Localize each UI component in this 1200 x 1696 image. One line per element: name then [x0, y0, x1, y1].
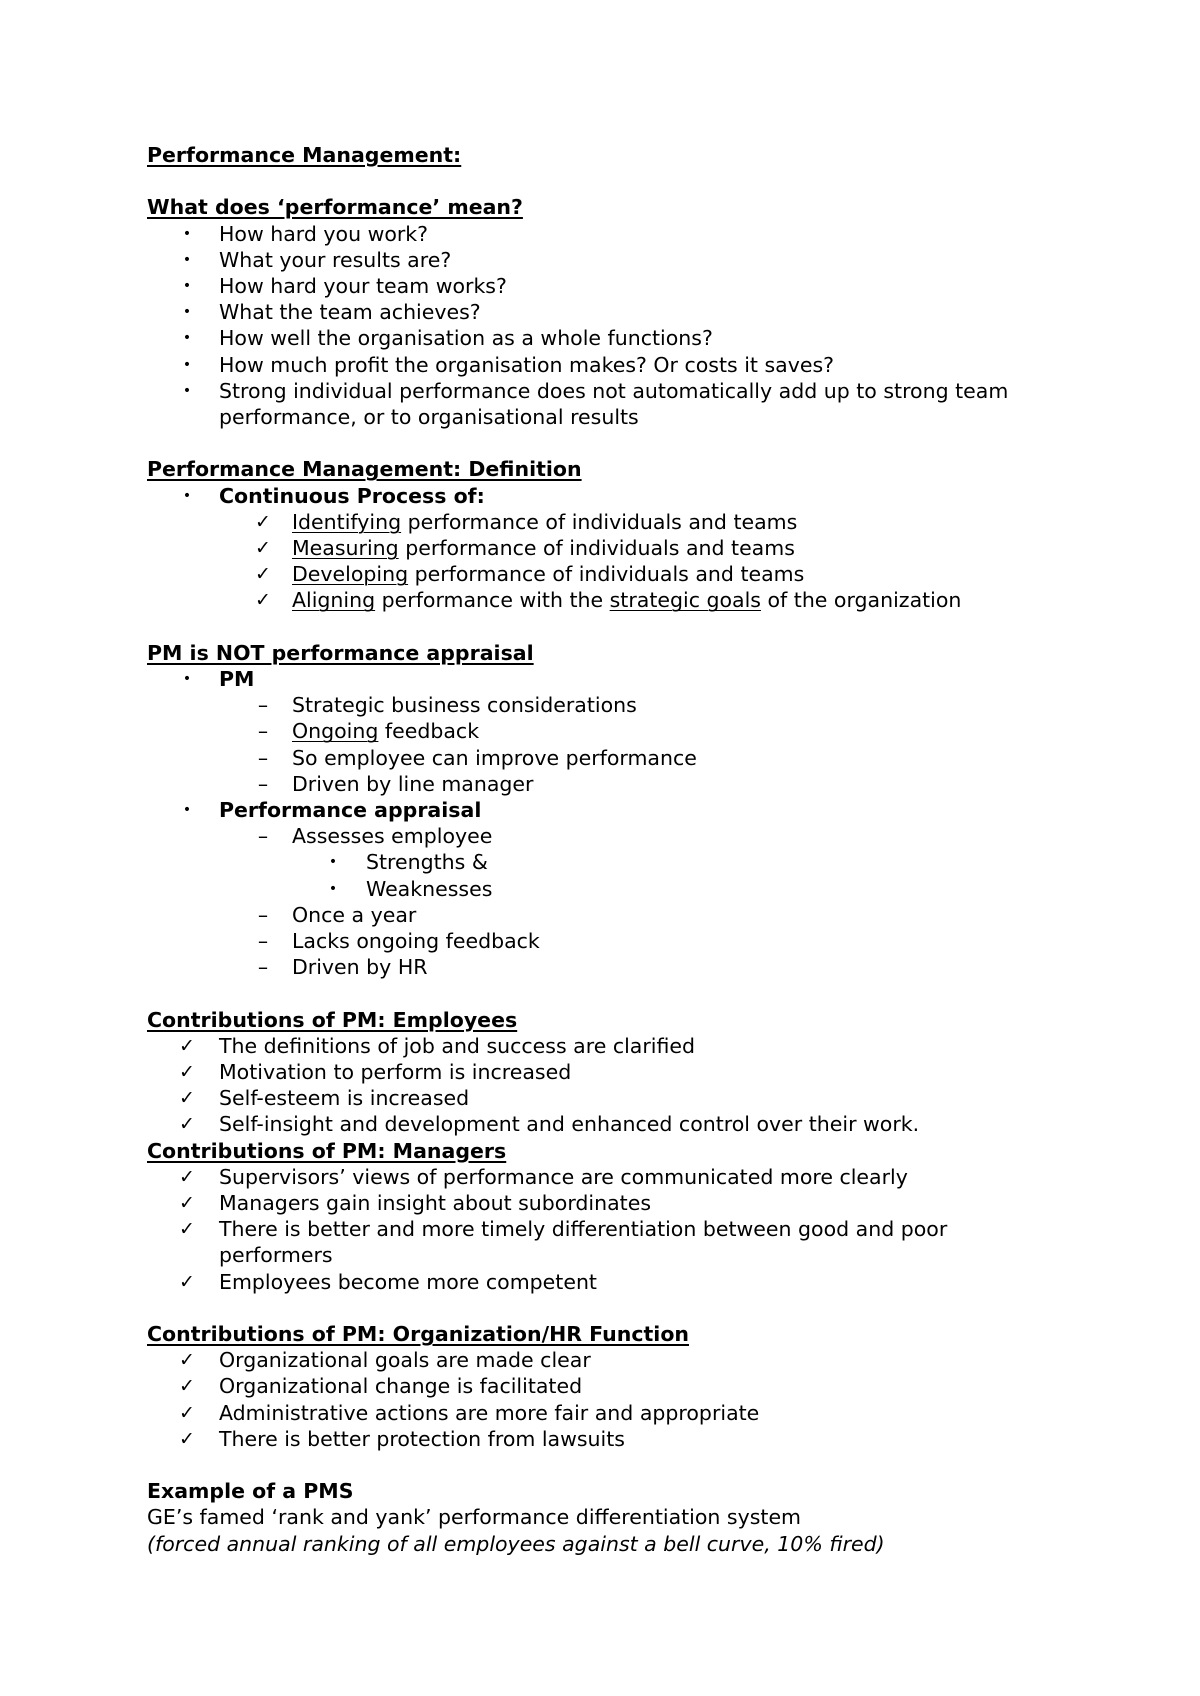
example-note: (forced annual ranking of all employees against a bell curve, 10% fired) — [147, 1531, 885, 1556]
list-item: – Driven by line manager — [147, 771, 1107, 797]
list-item: • How hard you work? — [147, 221, 1107, 247]
list-item: • How hard your team works? — [147, 273, 1107, 299]
list-item: • How well the organisation as a whole functions? — [147, 325, 1107, 351]
example-description: GE’s famed ‘rank and yank’ performance differentiation system — [147, 1505, 802, 1530]
bullet-icon: • — [328, 854, 338, 871]
list-item: ✓ Administrative actions are more fair and appropriate — [179, 1400, 760, 1425]
list-item: ✓ Identifying performance of individuals and teams — [147, 509, 1107, 535]
list-item: ✓ There is better and more timely differentiation between good and poor performers — [179, 1217, 948, 1268]
section-heading-performance-meaning: What does ‘performance’ mean? — [147, 195, 523, 220]
list-item: • What the team achieves? — [147, 299, 1107, 325]
list-item: ✓ The definitions of job and success are clarified — [179, 1033, 696, 1058]
list-item: ✓ There is better protection from lawsuits — [179, 1426, 625, 1451]
section-heading-contributions-managers: Contributions of PM: Managers — [147, 1138, 507, 1163]
list-item: • What your results are? — [147, 247, 1107, 273]
dash-icon: – — [257, 745, 269, 770]
bullet-icon: • — [182, 330, 192, 347]
list-item: ✓ Supervisors’ views of performance are communicated more clearly — [179, 1164, 908, 1189]
list-item: ✓ Motivation to perform is increased — [179, 1060, 572, 1085]
list-item: ✓ Organizational goals are made clear — [179, 1348, 591, 1373]
checkmark-icon: ✓ — [179, 1087, 195, 1110]
checkmark-icon: ✓ — [179, 1270, 195, 1293]
list-item: ✓ Aligning performance with the strategic goals of the organization — [147, 587, 1107, 613]
document-page — [147, 142, 1107, 1557]
checkmark-icon: ✓ — [179, 1427, 195, 1450]
checkmark-icon: ✓ — [255, 563, 271, 586]
list-item: – Strategic business considerations — [147, 692, 1107, 718]
list-item: – Assesses employee — [147, 823, 1107, 849]
bullet-icon: • — [182, 671, 192, 688]
list-item: • Weaknesses — [147, 876, 1107, 902]
list-item: – So employee can improve performance — [147, 745, 1107, 771]
performance-meaning-list — [147, 221, 1107, 431]
section-heading-pm-not-appraisal: PM is NOT performance appraisal — [147, 640, 534, 665]
dash-icon: – — [257, 693, 269, 718]
bullet-icon: • — [182, 225, 192, 242]
list-item: – Driven by HR — [147, 954, 1107, 980]
checkmark-icon: ✓ — [179, 1061, 195, 1084]
checkmark-icon: ✓ — [255, 589, 271, 612]
list-item: • PM — [147, 666, 1107, 692]
list-item: ✓ Developing performance of individuals and teams — [147, 561, 1107, 587]
checkmark-icon: ✓ — [179, 1034, 195, 1057]
bullet-icon: • — [182, 304, 192, 321]
list-item: • Performance appraisal — [147, 797, 1107, 823]
checkmark-icon: ✓ — [179, 1192, 195, 1215]
checkmark-icon: ✓ — [179, 1375, 195, 1398]
bullet-icon: • — [182, 251, 192, 268]
dash-icon: – — [257, 955, 269, 980]
dash-icon: – — [257, 771, 269, 796]
document-title: Performance Management: — [147, 143, 462, 167]
bullet-icon: • — [182, 802, 192, 819]
bullet-icon: • — [182, 356, 192, 373]
checkmark-icon: ✓ — [179, 1401, 195, 1424]
section-heading-contributions-employees: Contributions of PM: Employees — [147, 1007, 518, 1032]
checkmark-icon: ✓ — [179, 1218, 195, 1241]
list-item: ✓ Self-esteem is increased — [179, 1086, 470, 1111]
section-heading-example-pms: Example of a PMS — [147, 1479, 354, 1504]
bullet-icon: • — [182, 278, 192, 294]
list-item: • Continuous Process of: — [147, 483, 1107, 509]
checkmark-icon: ✓ — [255, 537, 271, 560]
section-heading-contributions-organization: Contributions of PM: Organization/HR Function — [147, 1322, 689, 1347]
section-heading-pm-definition: Performance Management: Definition — [147, 457, 582, 482]
checkmark-icon: ✓ — [179, 1165, 195, 1188]
bullet-icon: • — [182, 382, 192, 399]
list-item: – Ongoing feedback — [147, 718, 1107, 744]
list-item: • Strengths & — [147, 849, 1107, 875]
dash-icon: – — [257, 824, 269, 849]
list-item: ✓ Organizational change is facilitated — [179, 1374, 583, 1399]
list-item: – Once a year — [147, 902, 1107, 928]
checkmark-icon: ✓ — [255, 510, 271, 533]
bullet-icon: • — [182, 487, 192, 504]
list-item: ✓ Managers gain insight about subordinates — [179, 1191, 652, 1216]
list-item: • How much profit the organisation makes? Or costs it saves? — [147, 352, 1107, 378]
checkmark-icon: ✓ — [179, 1113, 195, 1136]
dash-icon: – — [257, 719, 269, 744]
bullet-icon: • — [328, 880, 338, 897]
list-item: ✓ Measuring performance of individuals and teams — [147, 535, 1107, 561]
dash-icon: – — [257, 902, 269, 927]
list-item: – Lacks ongoing feedback — [147, 928, 1107, 954]
list-item: • Strong individual performance does not automatically add up to strong team performance, or to organisational results — [147, 378, 1027, 430]
list-item: ✓ Self-insight and development and enhanced control over their work. — [179, 1112, 920, 1137]
dash-icon: – — [257, 929, 269, 954]
list-item: ✓ Employees become more competent — [179, 1269, 597, 1294]
checkmark-icon: ✓ — [179, 1349, 195, 1372]
